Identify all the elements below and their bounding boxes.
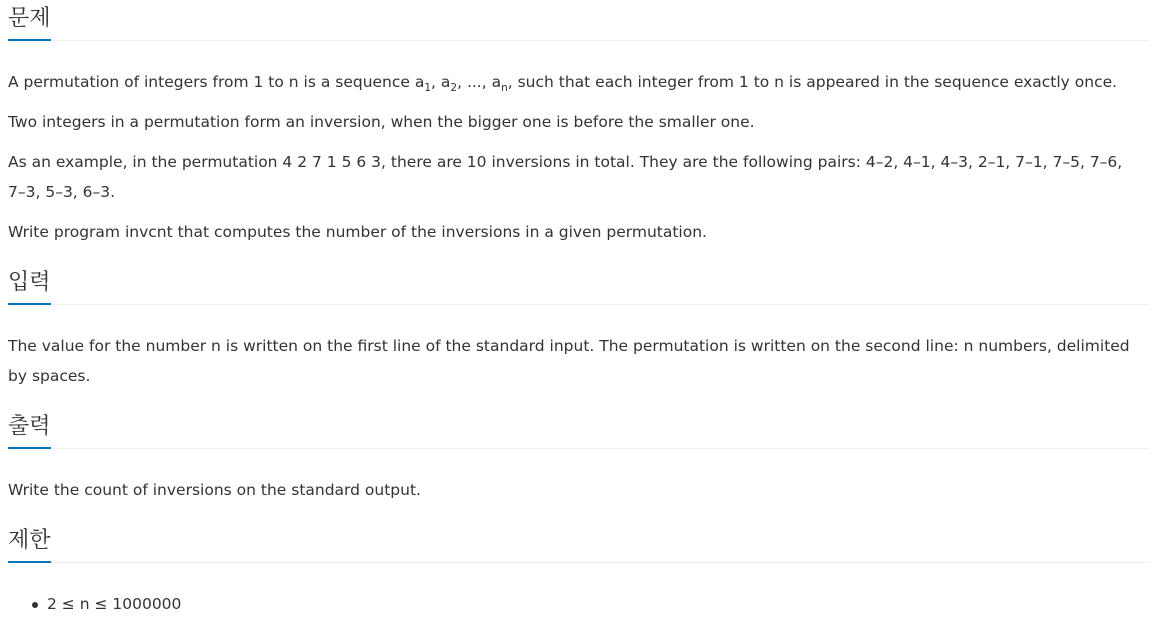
problem-header [8, 6, 1149, 41]
input-title: 입력 [8, 270, 51, 305]
input-section [8, 270, 1149, 305]
problem-section [8, 6, 1149, 41]
limit-title: 제한 [8, 528, 51, 563]
bullet-icon [32, 602, 38, 608]
problem-paragraph-3: As an example, in the permutation 4 2 7 1 5 6 3, there are 10 inversions in total. They are the following pairs: 4–2, 4–1, 4–3, 2–1, 7–1, 7–5, 7–6, 7–3, 5–3, 6–3. [8, 153, 1123, 201]
input-paragraph: The value for the number n is written on the first line of the standard input. The permutation is written on the second line: n numbers, delimited by spaces. [8, 337, 1130, 385]
problem-paragraph-2: Two integers in a permutation form an inversion, when the bigger one is before the smaller one. [8, 113, 755, 131]
output-title: 출력 [8, 414, 51, 449]
limit-section [8, 528, 1149, 563]
output-section [8, 414, 1149, 449]
limit-header [8, 528, 1149, 563]
problem-paragraph-1: A permutation of integers from 1 to n is a sequence $a_1$, $a_2$, ..., $a_n$, such that each integer from 1 to n is appeared in the sequence exactly once. [8, 73, 1118, 95]
output-paragraph: Write the count of inversions on the standard output. [8, 481, 421, 499]
output-header [8, 414, 1149, 449]
list-item: 2 ≤ n ≤ 1000000 [8, 589, 181, 619]
input-header [8, 270, 1149, 305]
limit-list [8, 589, 181, 619]
problem-title: 문제 [8, 6, 51, 41]
problem-paragraph-4: Write program invcnt that computes the number of the inversions in a given permutation. [8, 223, 707, 241]
